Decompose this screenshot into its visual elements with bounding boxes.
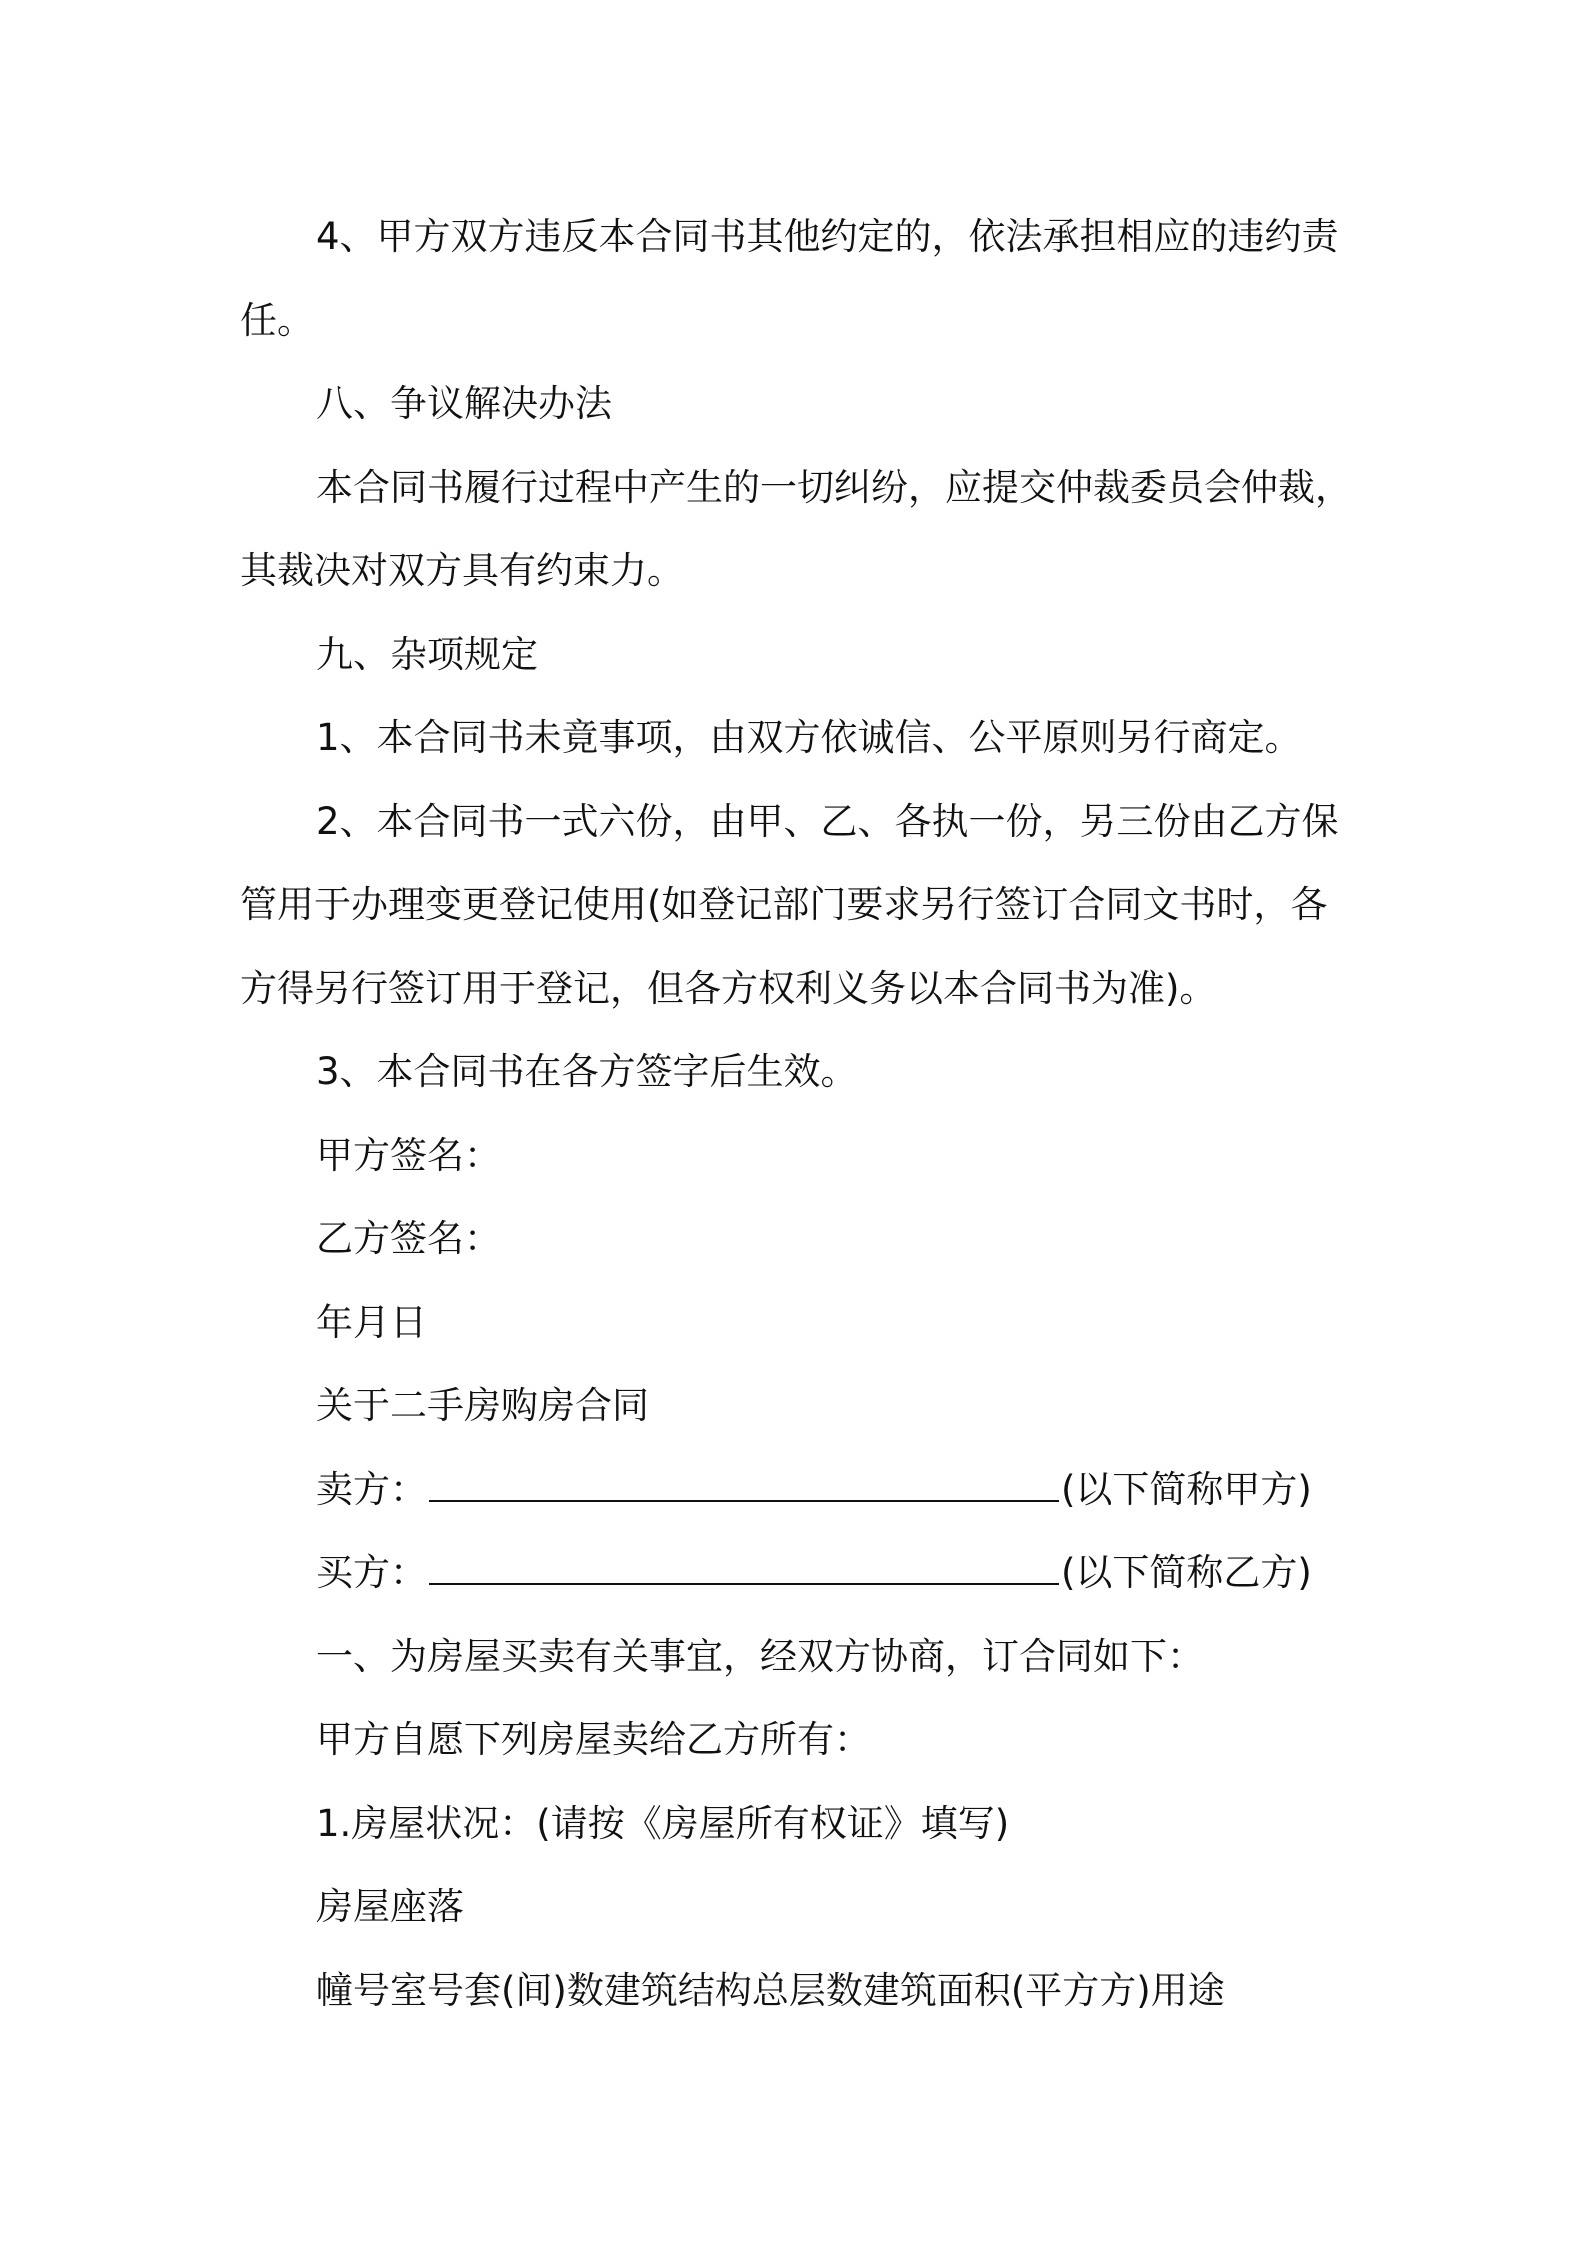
buyer-line — [240, 1531, 1360, 1615]
clause-9-2: 2、本合同书一式六份，由甲、乙、各执一份，另三份由乙方保 — [316, 799, 1339, 843]
clause-7-4: 4、甲方双方违反本合同书其他约定的，依法承担相应的违约责 — [316, 215, 1339, 258]
clause-8-body-cont: 其裁决对双方具有约束力。 — [240, 549, 684, 592]
seller-blank[interactable] — [429, 1470, 1059, 1502]
contract-title: 关于二手房购房合同 — [316, 1384, 649, 1427]
house-status: 1.房屋状况：(请按《房屋所有权证》填写) — [316, 1801, 1010, 1845]
article-1-heading: 一、为房屋买卖有关事宜，经双方协商，订合同如下： — [316, 1634, 1204, 1678]
clause-7-4-cont: 任。 — [240, 298, 314, 342]
buyer-blank[interactable] — [429, 1553, 1059, 1585]
seller-suffix: (以下简称甲方) — [1061, 1467, 1312, 1511]
party-b-signature: 乙方签名： — [316, 1217, 501, 1260]
seller-label: 卖方： — [316, 1467, 427, 1511]
document-body — [240, 195, 1360, 2032]
party-a-signature: 甲方签名： — [316, 1133, 501, 1177]
clause-9-2-cont-2: 方得另行签订用于登记，但各方权利义务以本合同书为准)。 — [240, 966, 1217, 1010]
clause-9-1: 1、本合同书未竟事项，由双方依诚信、公平原则另行商定。 — [316, 716, 1302, 759]
buyer-label: 买方： — [316, 1551, 427, 1594]
house-table-header: 幢号室号套(间)数建筑结构总层数建筑面积(平方方)用途 — [316, 1968, 1225, 2012]
clause-8-body: 本合同书履行过程中产生的一切纠纷，应提交仲裁委员会仲裁， — [316, 465, 1352, 509]
buyer-suffix: (以下简称乙方) — [1061, 1551, 1312, 1594]
section-heading-9: 九、杂项规定 — [316, 632, 538, 676]
clause-9-2-cont-1: 管用于办理变更登记使用(如登记部门要求另行签订合同文书时，各 — [240, 883, 1328, 926]
seller-line — [240, 1448, 1360, 1532]
clause-9-3: 3、本合同书在各方签字后生效。 — [316, 1050, 858, 1093]
house-location: 房屋座落 — [316, 1885, 464, 1928]
article-1-intro: 甲方自愿下列房屋卖给乙方所有： — [316, 1718, 871, 1761]
signature-date: 年月日 — [316, 1300, 427, 1344]
section-heading-8: 八、争议解决办法 — [316, 382, 612, 425]
